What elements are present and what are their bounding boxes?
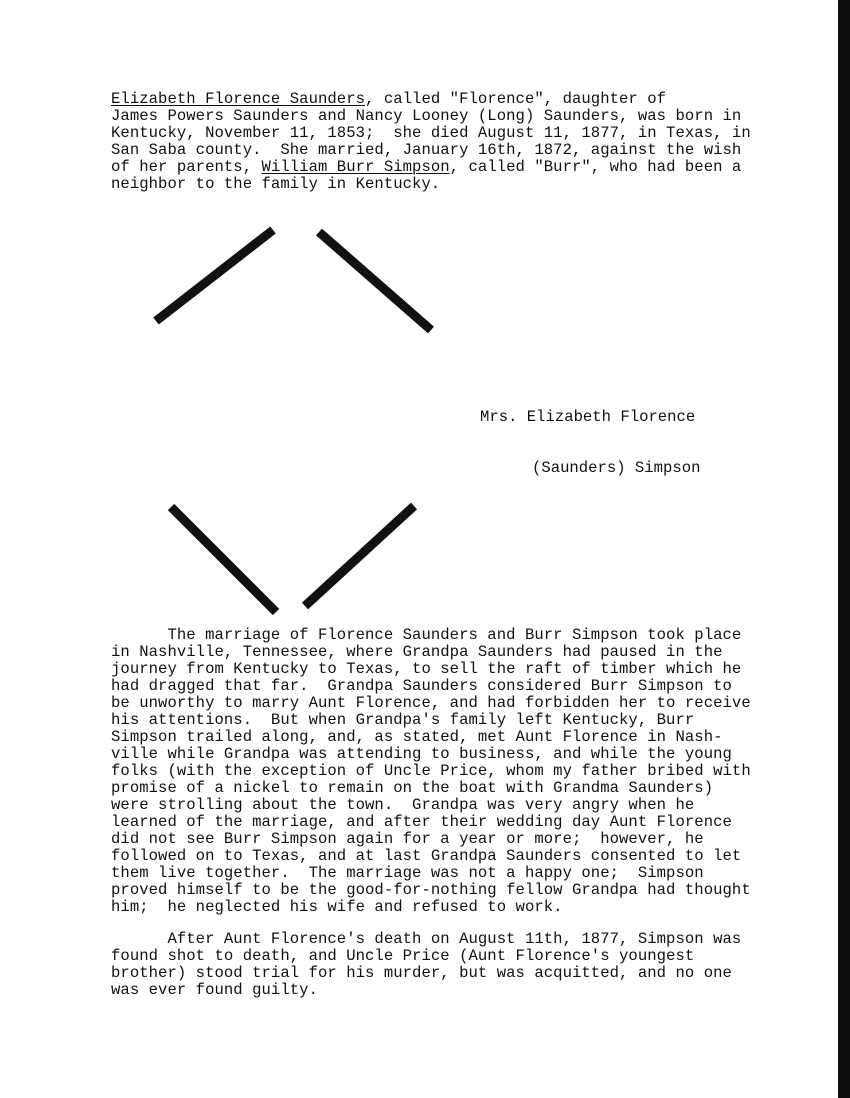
paragraph-line: followed on to Texas, and at last Grandpa Saunders consented to let [111,847,742,865]
aftermath-paragraph [111,931,801,999]
paragraph-line: him; he neglected his wife and refused to work. [111,898,563,916]
paragraph-line: learned of the marriage, and after their wedding day Aunt Florence [111,813,732,831]
photo-corner-top-right [319,232,431,330]
photo-corner-top-left [156,230,273,321]
paragraph-line: proved himself to be the good-for-nothing fellow Grandpa had thought [111,881,751,899]
paragraph-line: found shot to death, and Uncle Price (Aunt Florence's youngest [111,947,695,965]
husband-name: William Burr Simpson [261,158,450,176]
paragraph-line: them live together. The marriage was not a happy one; Simpson [111,864,704,882]
paragraph-line: in Nashville, Tennessee, where Grandpa Saunders had paused in the [111,643,723,661]
paragraph-line: did not see Burr Simpson again for a year or more; however, he [111,830,704,848]
caption-line-2: (Saunders) Simpson [532,459,701,477]
paragraph-line: be unworthy to marry Aunt Florence, and had forbidden her to receive [111,694,751,712]
paragraph-line: After Aunt Florence's death on August 11th, 1877, Simpson was [111,930,742,948]
subject-name: Elizabeth Florence Saunders [111,90,366,108]
paragraph-line: his attentions. But when Grandpa's family left Kentucky, Burr [111,711,695,729]
paragraph-line: ville while Grandpa was attending to business, and while the young [111,745,732,763]
photo-corner-bottom-left [171,507,276,612]
paragraph-line: brother) stood trial for his murder, but was acquitted, and no one [111,964,732,982]
paragraph-line: folks (with the exception of Uncle Price, whom my father bribed with [111,762,751,780]
intro-line-6: neighbor to the family in Kentucky. [111,175,441,193]
caption-line-1: Mrs. Elizabeth Florence [480,408,696,426]
intro-line-5: of her parents, William Burr Simpson, called "Burr", who had been a [111,158,742,176]
marriage-paragraph [111,627,801,916]
paragraph-line: The marriage of Florence Saunders and Burr Simpson took place [111,626,742,644]
intro-line-4: San Saba county. She married, January 16th, 1872, against the wish [111,141,742,159]
intro-line-3: Kentucky, November 11, 1853; she died August 11, 1877, in Texas, in [111,124,751,142]
intro-line-1: Elizabeth Florence Saunders, called "Florence", daughter of [111,90,667,108]
paragraph-line: Simpson trailed along, and, as stated, met Aunt Florence in Nash- [111,728,723,746]
paragraph-line: promise of a nickel to remain on the boat with Grandma Saunders) [111,779,714,797]
scan-edge-bar [838,0,850,1098]
paragraph-line: was ever found guilty. [111,981,318,999]
photo-caption [480,375,700,511]
paragraph-line: journey from Kentucky to Texas, to sell the raft of timber which he [111,660,742,678]
photo-corner-bottom-right [305,506,414,606]
paragraph-line: had dragged that far. Grandpa Saunders considered Burr Simpson to [111,677,732,695]
intro-line-2: James Powers Saunders and Nancy Looney (Long) Saunders, was born in [111,107,742,125]
paragraph-line: were strolling about the town. Grandpa was very angry when he [111,796,695,814]
